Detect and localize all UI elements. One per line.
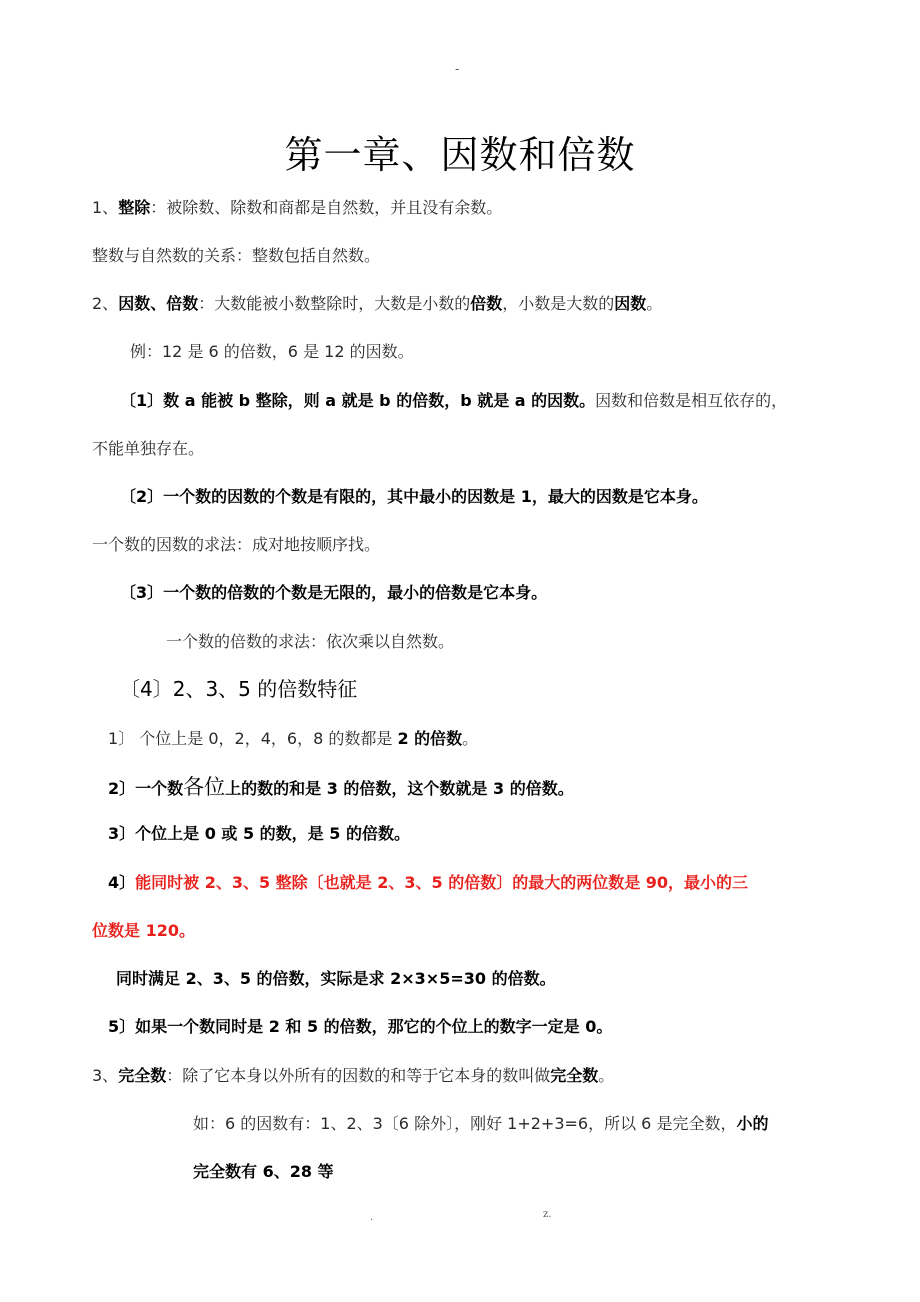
para-feature-3: 3〕个位上是 0 或 5 的数，是 5 的倍数。 bbox=[108, 824, 410, 843]
feature-2-rest: 上的数的和是 3 的倍数，这个数就是 3 的倍数。 bbox=[225, 779, 574, 798]
para-perfect-number bbox=[92, 1065, 614, 1087]
perfect-example-bold: 小的 bbox=[736, 1114, 769, 1133]
para-factors-multiples bbox=[92, 293, 662, 315]
para-rule-2: 〔2〕一个数的因数的个数是有限的，其中最小的因数是 1，最大的因数是它本身。 bbox=[120, 487, 708, 506]
para-feature-1 bbox=[108, 728, 478, 750]
para-text: 。 bbox=[598, 1066, 615, 1085]
para-divisible bbox=[92, 197, 502, 219]
term-factor: 因数 bbox=[614, 294, 647, 313]
term-perfect-number: 完全数 bbox=[118, 1066, 167, 1085]
para-number: 1、 bbox=[92, 198, 119, 217]
term-perfect-number-2: 完全数 bbox=[550, 1066, 599, 1085]
rule-1-text: 因数和倍数是相互依存的， bbox=[595, 391, 788, 410]
feature-4-highlight: 能同时被 2、3、5 整除〔也就是 2、3、5 的倍数〕的最大的两位数是 90，最小的三 bbox=[135, 873, 749, 892]
para-perfect-example-cont: 完全数有 6、28 等 bbox=[193, 1162, 334, 1181]
feature-1-bold: 2 的倍数 bbox=[397, 729, 463, 748]
header-mark: - bbox=[455, 62, 460, 76]
feature-1-text: 1〕 个位上是 0，2，4，6，8 的数都是 bbox=[108, 729, 398, 748]
para-text: 。 bbox=[646, 294, 663, 313]
para-rule-1-cont: 不能单独存在。 bbox=[92, 439, 205, 458]
para-text: ：被除数、除数和商都是自然数，并且没有余数。 bbox=[150, 198, 503, 217]
para-rule-3: 〔3〕一个数的倍数的个数是无限的，最小的倍数是它本身。 bbox=[120, 583, 548, 602]
para-text: ，小数是大数的 bbox=[502, 294, 615, 313]
para-example: 例：12 是 6 的倍数，6 是 12 的因数。 bbox=[130, 342, 414, 361]
term-multiple: 倍数 bbox=[470, 294, 503, 313]
para-perfect-example bbox=[193, 1113, 768, 1135]
footer-dot: . bbox=[370, 1212, 374, 1223]
heading-rule-4: 〔4〕2、3、5 的倍数特征 bbox=[120, 677, 358, 701]
term-factors-multiples: 因数、倍数 bbox=[118, 294, 199, 313]
feature-2-text: 2〕一个数 bbox=[108, 779, 184, 798]
para-feature-4 bbox=[108, 872, 748, 894]
term-divisible: 整除 bbox=[118, 198, 151, 217]
para-common-multiple: 同时满足 2、3、5 的倍数，实际是求 2×3×5=30 的倍数。 bbox=[116, 969, 556, 988]
para-feature-5: 5〕如果一个数同时是 2 和 5 的倍数，那它的个位上的数字一定是 0。 bbox=[108, 1017, 613, 1036]
para-feature-2 bbox=[108, 776, 574, 800]
footer-mark: z. bbox=[543, 1209, 552, 1220]
perfect-example-text: 如：6 的因数有：1、2、3〔6 除外〕，刚好 1+2+3=6，所以 6 是完全数， bbox=[193, 1114, 737, 1133]
para-multiple-method: 一个数的倍数的求法：依次乘以自然数。 bbox=[166, 632, 455, 651]
feature-4-number: 4〕 bbox=[108, 873, 136, 892]
para-feature-4-cont: 位数是 120。 bbox=[92, 921, 195, 940]
feature-1-end: 。 bbox=[462, 729, 479, 748]
para-number: 2、 bbox=[92, 294, 119, 313]
page-title: 第一章、因数和倍数 bbox=[284, 133, 636, 177]
para-number: 3、 bbox=[92, 1066, 119, 1085]
para-integer-relation: 整数与自然数的关系：整数包括自然数。 bbox=[92, 246, 381, 265]
para-text: ：除了它本身以外所有的因数的和等于它本身的数叫做 bbox=[166, 1066, 551, 1085]
feature-2-emphasis: 各位 bbox=[183, 775, 226, 799]
para-rule-1 bbox=[120, 390, 787, 412]
rule-1-bold: 〔1〕数 a 能被 b 整除，则 a 就是 b 的倍数，b 就是 a 的因数。 bbox=[120, 391, 596, 410]
para-text: ：大数能被小数整除时，大数是小数的 bbox=[198, 294, 471, 313]
para-factor-method: 一个数的因数的求法：成对地按顺序找。 bbox=[92, 535, 381, 554]
